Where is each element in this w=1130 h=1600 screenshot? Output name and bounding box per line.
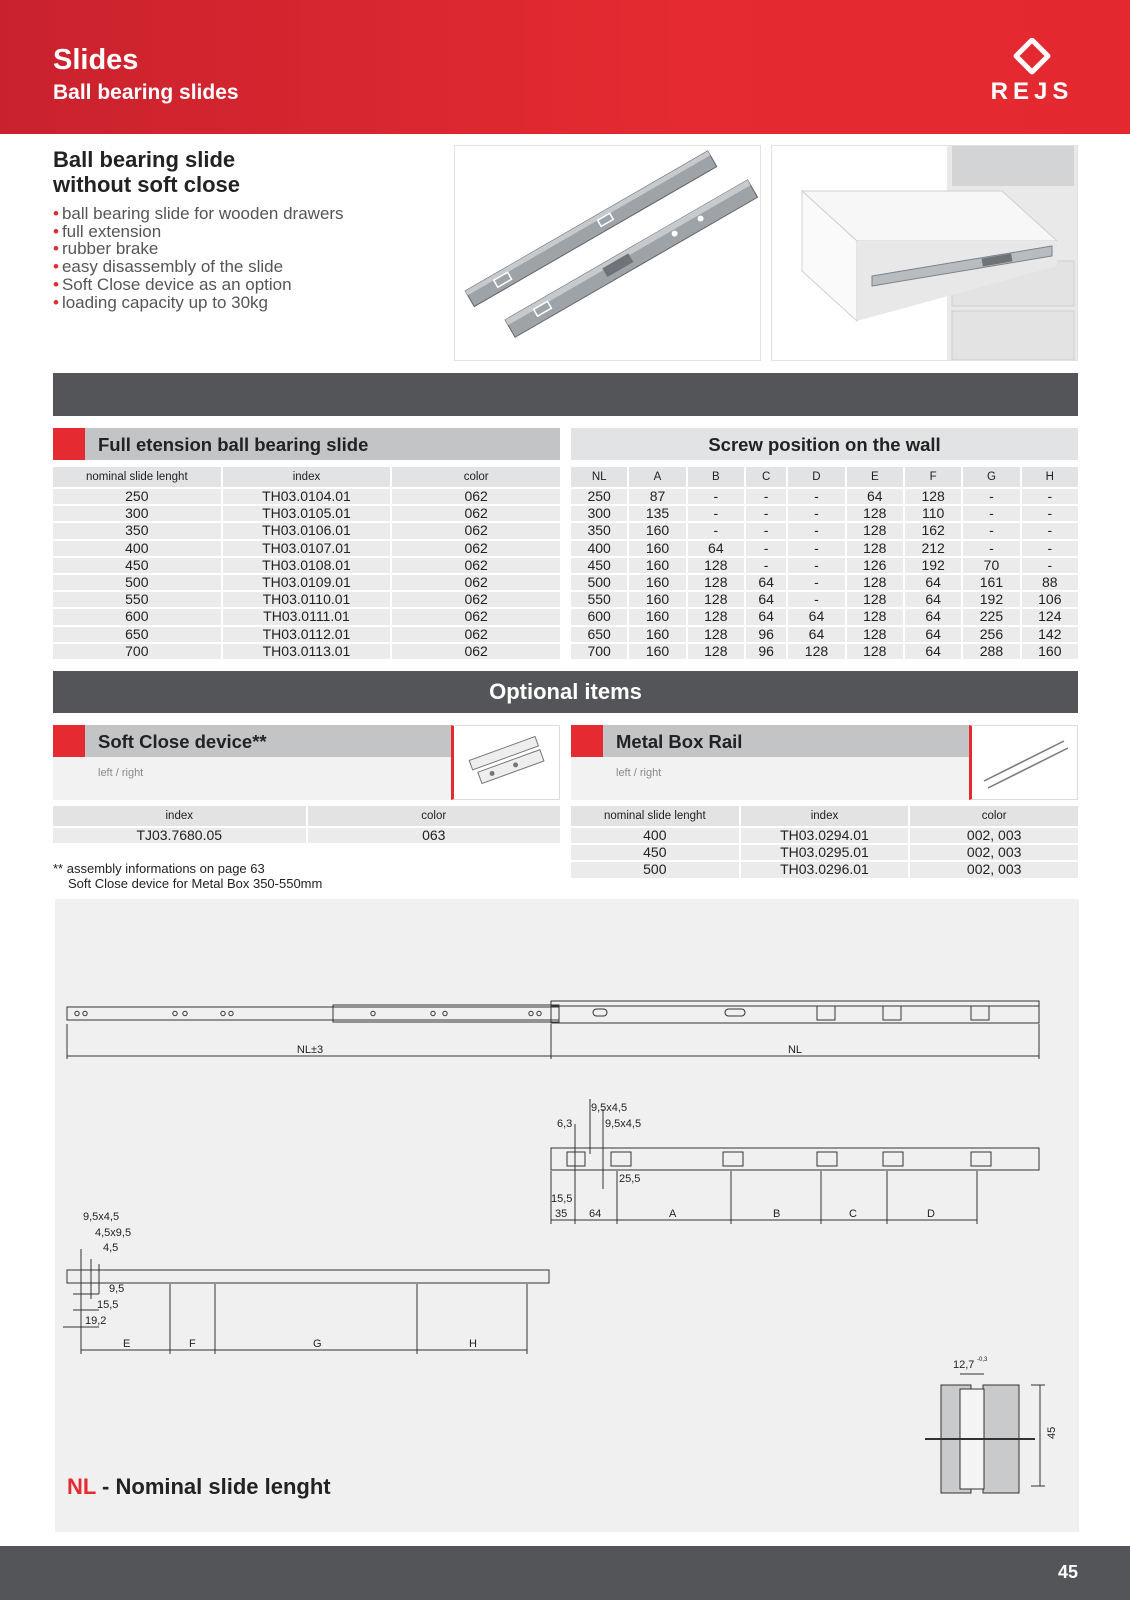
logo-mark-icon <box>986 38 1078 78</box>
table-row: TJ03.7680.05 063 <box>53 828 560 843</box>
section-divider-bar <box>53 373 1078 416</box>
header-title: Slides <box>53 44 139 76</box>
table-row: 250 TH03.0104.01 062 <box>53 489 560 504</box>
table-row: 600 160 128 64 64 128 64 225 124 <box>571 609 1078 624</box>
nl-legend: NL - Nominal slide lenght <box>67 1474 331 1499</box>
svg-text:25,5: 25,5 <box>619 1173 641 1185</box>
table-row: 700 TH03.0113.01 062 <box>53 644 560 659</box>
table-row: 300 135 - - - 128 110 - - <box>571 506 1078 521</box>
slide-product-photo <box>454 145 761 361</box>
dim-nl: NL <box>787 1044 803 1056</box>
assembly-note: ** assembly informations on page 63 Soft Close device for Metal Box 350-550mm <box>53 861 323 891</box>
svg-text:15,5: 15,5 <box>97 1299 119 1311</box>
table-row: 400 160 64 - - 128 212 - - <box>571 541 1078 556</box>
screw-table-header: Screw position on the wall <box>571 428 1078 460</box>
table-row: 650 TH03.0112.01 062 <box>53 627 560 642</box>
page-footer <box>0 1546 1130 1600</box>
soft-close-image <box>451 725 560 800</box>
svg-text:9,5x4,5: 9,5x4,5 <box>591 1102 628 1114</box>
slide-table-header: Full etension ball bearing slide <box>53 428 560 460</box>
table-row: 600 TH03.0111.01 062 <box>53 609 560 624</box>
soft-close-box <box>53 725 560 800</box>
metal-box-sub: left / right <box>616 767 662 779</box>
svg-text:D: D <box>927 1208 935 1220</box>
feature-item: • loading capacity up to 30kg <box>53 294 344 312</box>
table-row: 250 87 - - - 64 128 - - <box>571 489 1078 504</box>
svg-text:9,5x4,5: 9,5x4,5 <box>605 1118 642 1130</box>
product-title: Ball bearing slide without soft close <box>53 147 240 197</box>
table-row: 350 TH03.0106.01 062 <box>53 523 560 538</box>
table-row: 550 160 128 64 - 128 64 192 106 <box>571 592 1078 607</box>
svg-text:15,5: 15,5 <box>551 1193 573 1205</box>
svg-text:4,5x9,5: 4,5x9,5 <box>95 1227 132 1239</box>
feature-item: • rubber brake <box>53 240 344 258</box>
svg-text:19,2: 19,2 <box>85 1315 107 1327</box>
table-row: 400 TH03.0294.01 002, 003 <box>571 828 1078 843</box>
table-row: 350 160 - - - 128 162 - - <box>571 523 1078 538</box>
slide-table: nominal slide lenght index color 250 TH03.0104.01 062 300 TH03.0105.01 062 350 TH03.0106.01 062 400 TH03.0107.01 062 450 TH03.0108.01 062 500 TH03.0109.01 062 550 TH03.0110.01 062 600 TH03.0111.01 062 650 TH03.0112.01 062 700 TH03.0113.01 062 <box>51 465 562 661</box>
svg-text:E: E <box>123 1338 131 1350</box>
table-row: 500 160 128 64 - 128 64 161 88 <box>571 575 1078 590</box>
svg-text:9,5x4,5: 9,5x4,5 <box>83 1211 120 1223</box>
feature-item: • full extension <box>53 223 344 241</box>
table-row: 450 TH03.0295.01 002, 003 <box>571 845 1078 860</box>
table-row: 650 160 128 96 64 128 64 256 142 <box>571 627 1078 642</box>
drawer-product-photo <box>771 145 1078 361</box>
feature-item: • Soft Close device as an option <box>53 276 344 294</box>
svg-text:45: 45 <box>1046 1426 1058 1439</box>
header-subtitle: Ball bearing slides <box>53 81 239 104</box>
dim-nl-tolerance: NL±3 <box>296 1044 324 1056</box>
brand-logo <box>986 38 1078 104</box>
screw-table: NL A B C D E F G H 250 87 - - - 64 128 - - 300 135 - - - 128 110 - - 350 160 - - - 128 162 - - 400 160 64 - - 128 212 - - 450 160 128 - - 126 192 70 - 500 160 128 64 - 128 64 161 88 550 160 128 64 - 128 64 192 106 600 160 128 64 64 128 64 225 124 650 160 128 96 64 128 64 256 142 700 160 128 96 128 128 64 288 160 <box>569 465 1080 661</box>
svg-text:-0,3: -0,3 <box>977 1357 988 1363</box>
table-row: 450 TH03.0108.01 062 <box>53 558 560 573</box>
table-row: 500 TH03.0109.01 062 <box>53 575 560 590</box>
svg-text:6,3: 6,3 <box>557 1118 573 1130</box>
feature-item: • ball bearing slide for wooden drawers <box>53 205 344 223</box>
page-number: 45 <box>1057 1562 1078 1582</box>
svg-text:F: F <box>189 1338 196 1350</box>
svg-text:4,5: 4,5 <box>103 1242 119 1254</box>
soft-close-table: index color TJ03.7680.05 063 <box>51 804 562 845</box>
metal-box-table: nominal slide lenght index color 400 TH03.0294.01 002, 003 450 TH03.0295.01 002, 003 500 TH03.0296.01 002, 003 <box>569 804 1080 880</box>
svg-text:A: A <box>669 1208 677 1220</box>
table-row: 300 TH03.0105.01 062 <box>53 506 560 521</box>
svg-text:G: G <box>313 1338 322 1350</box>
svg-text:H: H <box>469 1338 477 1350</box>
metal-box-title: Metal Box Rail <box>616 731 743 752</box>
soft-close-title: Soft Close device** <box>98 731 267 752</box>
table-row: 550 TH03.0110.01 062 <box>53 592 560 607</box>
svg-text:9,5: 9,5 <box>109 1283 125 1295</box>
technical-drawing <box>55 899 1079 1532</box>
feature-list <box>53 205 344 311</box>
metal-box-rail-box <box>571 725 1078 800</box>
table-row: 700 160 128 96 128 128 64 288 160 <box>571 644 1078 659</box>
metal-box-image <box>969 725 1078 800</box>
optional-items-title: Optional items <box>53 671 1078 713</box>
logo-text: REJS <box>990 78 1074 105</box>
svg-text:12,7: 12,7 <box>953 1359 975 1371</box>
svg-text:64: 64 <box>589 1208 602 1220</box>
table-row: 400 TH03.0107.01 062 <box>53 541 560 556</box>
feature-item: • easy disassembly of the slide <box>53 258 344 276</box>
svg-text:B: B <box>773 1208 781 1220</box>
soft-close-sub: left / right <box>98 767 144 779</box>
page-header <box>0 0 1130 134</box>
table-row: 450 160 128 - - 126 192 70 - <box>571 558 1078 573</box>
svg-text:C: C <box>849 1208 857 1220</box>
table-row: 500 TH03.0296.01 002, 003 <box>571 862 1078 877</box>
svg-text:35: 35 <box>555 1208 568 1220</box>
